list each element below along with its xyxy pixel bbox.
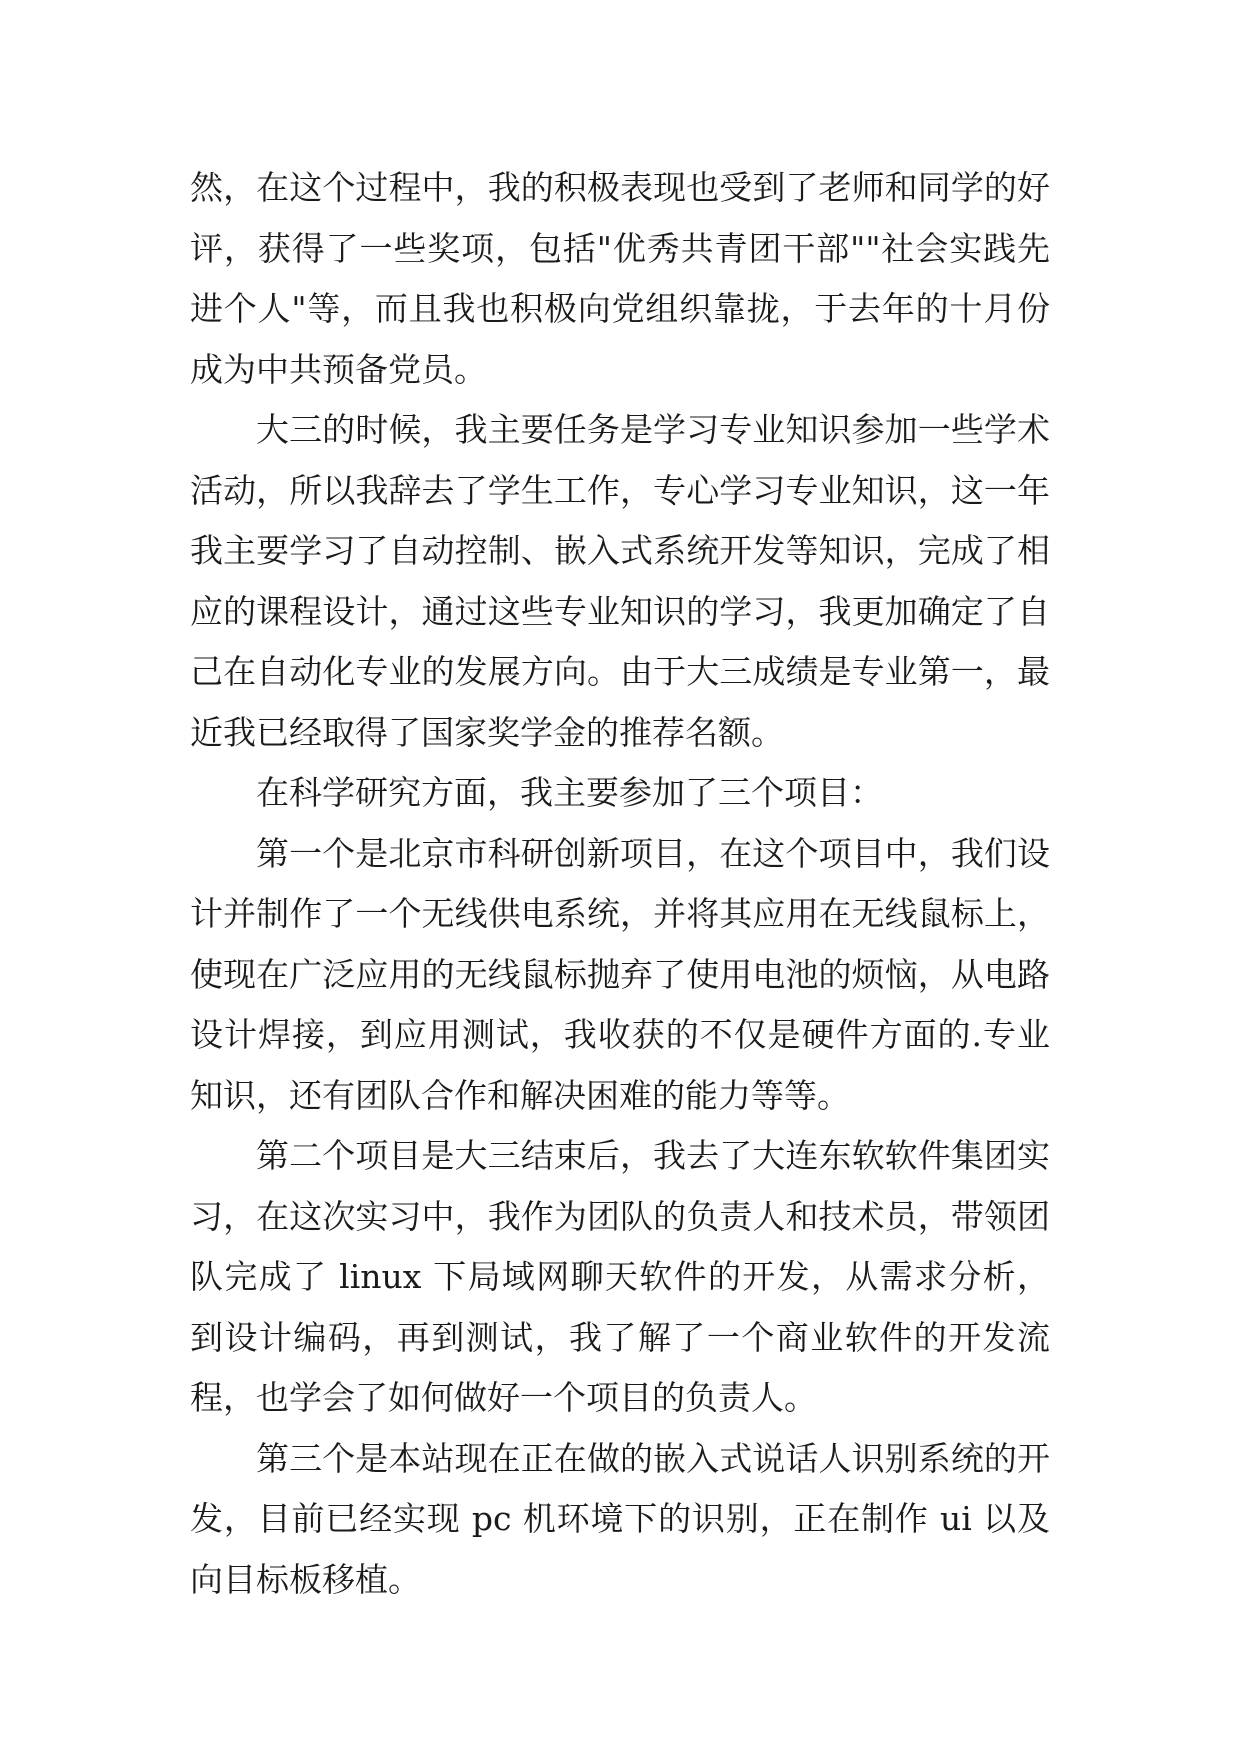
paragraph-project-one: 第一个是北京市科研创新项目，在这个项目中，我们设计并制作了一个无线供电系统，并将其应用在无线鼠标上，使现在广泛应用的无线鼠标抛弃了使用电池的烦恼，从电路设计焊接，到应用测试，我收获的不仅是硬件方面的.专业知识，还有团队合作和解决困难的能力等等。 <box>190 833 1050 1115</box>
paragraph-continuation: 然，在这个过程中，我的积极表现也受到了老师和同学的好评，获得了一些奖项，包括"优秀共青团干部""社会实践先进个人"等，而且我也积极向党组织靠拢，于去年的十月份成为中共预备党员。 <box>190 168 1050 389</box>
paragraph-junior-year: 大三的时候，我主要任务是学习专业知识参加一些学术活动，所以我辞去了学生工作，专心学习专业知识，这一年我主要学习了自动控制、嵌入式系统开发等知识，完成了相应的课程设计，通过这些专业知识的学习，我更加确定了自己在自动化专业的发展方向。由于大三成绩是专业第一，最近我已经取得了国家奖学金的推荐名额。 <box>190 410 1050 752</box>
paragraph-research-intro: 在科学研究方面，我主要参加了三个项目： <box>256 773 883 812</box>
paragraph-project-two: 第二个项目是大三结束后，我去了大连东软软件集团实习，在这次实习中，我作为团队的负责人和技术员，带领团队完成了 linux 下局域网聊天软件的开发，从需求分析，到设计编码，再到测试，我了解了一个商业软件的开发流程，也学会了如何做好一个项目的负责人。 <box>190 1136 1050 1417</box>
document-body <box>190 158 1050 1610</box>
paragraph-project-three: 第三个是本站现在正在做的嵌入式说话人识别系统的开发，目前已经实现 pc 机环境下的识别，正在制作 ui 以及向目标板移植。 <box>190 1438 1050 1599</box>
